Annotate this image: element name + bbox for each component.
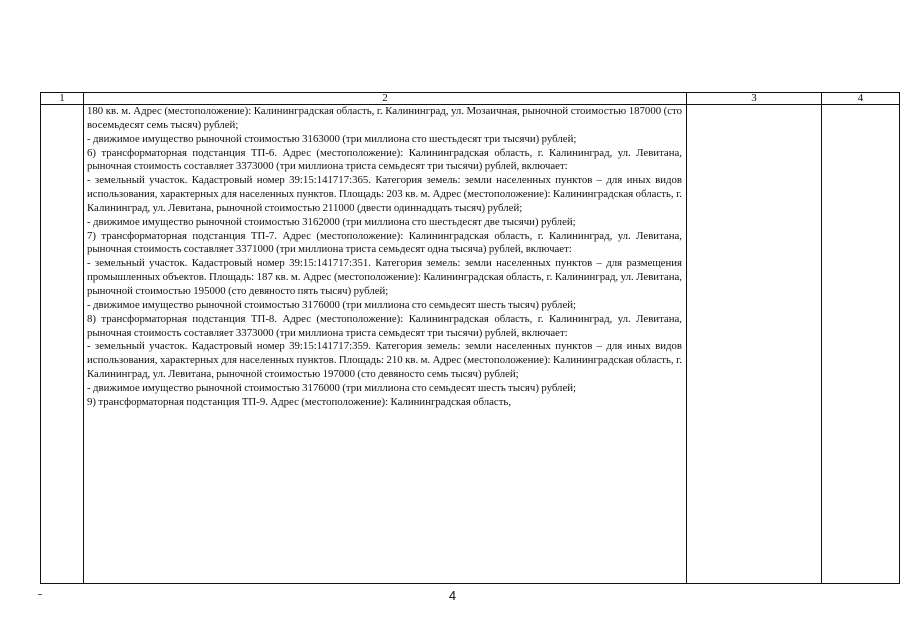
paragraph: 6) трансформаторная подстанция ТП-6. Адрес (местоположение): Калининградская область, г. Калининград, ул. Левитана, рыночная стоимость составляет 3373000 (три миллиона триста семьдесят три тысячи) рублей, включает: — [87, 146, 682, 173]
paragraph: 9) трансформаторная подстанция ТП-9. Адрес (местоположение): Калининградская область, — [87, 395, 512, 408]
paragraph: - движимое имущество рыночной стоимостью 3163000 (три миллиона сто шестьдесят три тысячи) рублей; — [87, 132, 577, 145]
paragraph: - земельный участок. Кадастровый номер 39:15:141717:351. Категория земель: земли населенных пунктов – для размещения промышленных объектов. Площадь: 187 кв. м. Адрес (местоположение): Калининградская область, г. Калининград, ул. Левитана, рыночной стоимостью 195000 (сто девяносто пять тысяч) рублей; — [87, 257, 682, 297]
document-table — [40, 92, 900, 584]
paragraph: 8) трансформаторная подстанция ТП-8. Адрес (местоположение): Калининградская область, г. Калининград, ул. Левитана, рыночная стоимость составляет 3373000 (три миллиона триста семьдесят три тысячи) рублей, включает: — [87, 312, 682, 339]
column-header-1: 1 — [41, 93, 84, 105]
column-2-cell — [84, 105, 687, 584]
column-header-2: 2 — [84, 93, 687, 105]
paragraph: - движимое имущество рыночной стоимостью 3162000 (три миллиона сто шестьдесят две тысячи) рублей; — [87, 215, 576, 228]
paragraph: 180 кв. м. Адрес (местоположение): Калининградская область, г. Калининград, ул. Мозаичная, рыночной стоимостью 187000 (сто восемьдесят семь тысяч) рублей; — [87, 105, 682, 131]
header-row — [41, 93, 900, 105]
column-4-cell — [822, 105, 900, 584]
paragraph: 7) трансформаторная подстанция ТП-7. Адрес (местоположение): Калининградская область, г. Калининград, ул. Левитана, рыночная стоимость составляет 3371000 (три миллиона триста семьдесят одна тысяча) рублей, включает: — [87, 229, 682, 256]
column-header-3: 3 — [687, 93, 822, 105]
paragraph: - земельный участок. Кадастровый номер 39:15:141717:365. Категория земель: земли населенных пунктов – для иных видов использования, характерных для населенных пунктов. Площадь: 203 кв. м. Адрес (местоположение): Калининградская область, г. Калининград, ул. Левитана, рыночной стоимостью 211000 (двести одиннадцать тысяч) рублей; — [87, 174, 682, 214]
column-1-cell — [41, 105, 84, 584]
description-text — [87, 105, 682, 581]
column-header-4: 4 — [822, 93, 900, 105]
content-row — [41, 105, 900, 584]
page-number: 4 — [448, 588, 457, 603]
paragraph: - движимое имущество рыночной стоимостью 3176000 (три миллиона сто семьдесят шесть тысяч) рублей; — [87, 381, 577, 394]
paragraph: - движимое имущество рыночной стоимостью 3176000 (три миллиона сто семьдесят шесть тысяч) рублей; — [87, 298, 577, 311]
column-3-cell — [687, 105, 822, 584]
paragraph: - земельный участок. Кадастровый номер 39:15:141717:359. Категория земель: земли населенных пунктов – для иных видов использования, характерных для населенных пунктов. Площадь: 210 кв. м. Адрес (местоположение): Калининградская область, г. Калининград, ул. Левитана, рыночной стоимостью 197000 (сто девяносто семь тысяч) рублей; — [87, 340, 682, 381]
